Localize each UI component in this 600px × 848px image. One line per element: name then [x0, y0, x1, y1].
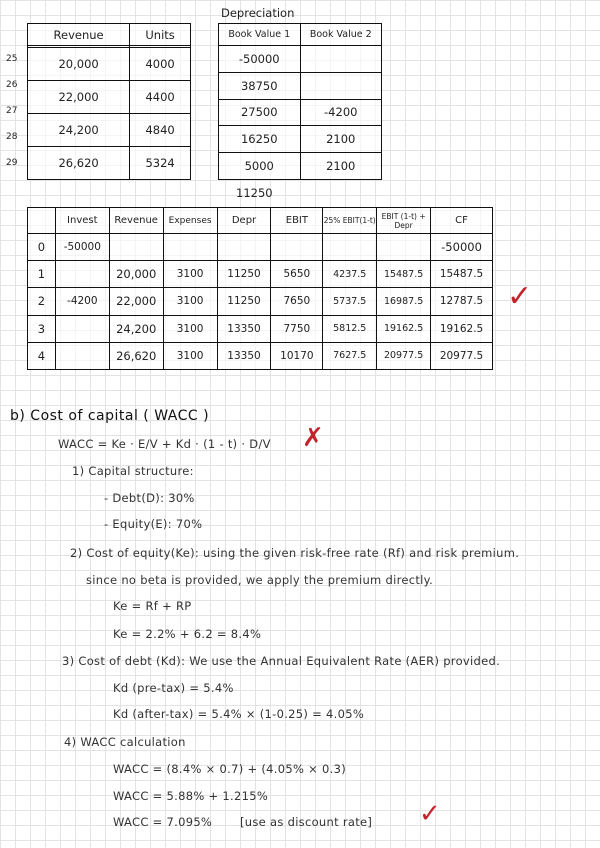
- cell: 22,000: [109, 288, 163, 315]
- cell: 13350: [217, 342, 271, 369]
- cell: 7750: [271, 315, 323, 342]
- step2-line1: 2) Cost of equity(Ke): using the given risk-free rate (Rf) and risk premium.: [70, 546, 520, 560]
- cell-period: 2: [28, 288, 56, 315]
- cell: 3100: [163, 315, 217, 342]
- table-row: [28, 48, 191, 81]
- table-row: [28, 114, 191, 147]
- cell: 11250: [217, 261, 271, 288]
- table-row: [28, 147, 191, 180]
- step3-aftertax: Kd (after-tax) = 5.4% × (1-0.25) = 4.05%: [113, 707, 365, 721]
- cell: 20,000: [109, 261, 163, 288]
- cell-period: 4: [28, 342, 56, 369]
- check-mark-icon: ✓: [419, 799, 441, 829]
- cell: 38750: [219, 72, 301, 99]
- cell-cf: 19162.5: [431, 315, 493, 342]
- cell: 20977.5: [377, 342, 431, 369]
- cell-cf: 20977.5: [431, 342, 493, 369]
- step1-debt: - Debt(D): 30%: [104, 491, 195, 505]
- step4-note: [use as discount rate]: [240, 815, 373, 829]
- cell: 4237.5: [323, 261, 377, 288]
- check-mark-icon: ✓: [507, 279, 533, 314]
- cell: [300, 46, 382, 73]
- cell: 4400: [130, 81, 191, 114]
- step2-formula: Ke = Rf + RP: [113, 599, 192, 613]
- cell: [163, 234, 217, 261]
- cell: [55, 342, 109, 369]
- col-header-revenue: Revenue: [109, 208, 163, 234]
- table-row: [28, 234, 493, 261]
- cell: [55, 261, 109, 288]
- cell: -50000: [55, 234, 109, 261]
- cell: -4200: [55, 288, 109, 315]
- cell: [109, 234, 163, 261]
- cell: 5324: [130, 147, 191, 180]
- table-row: [28, 81, 191, 114]
- table-row: [28, 261, 493, 288]
- col-header-expenses: Expenses: [163, 208, 217, 234]
- cell: 7627.5: [323, 342, 377, 369]
- cell: [300, 72, 382, 99]
- cell: 26,620: [109, 342, 163, 369]
- step4-line2: WACC = 5.88% + 1.215%: [113, 789, 269, 803]
- table-row: [28, 288, 493, 315]
- col-header-depr: Depr: [217, 208, 271, 234]
- table-row: [219, 126, 382, 153]
- cell-cf: 15487.5: [431, 261, 493, 288]
- cell: 20,000: [28, 48, 130, 81]
- cell: 24,200: [109, 315, 163, 342]
- cell-period: 1: [28, 261, 56, 288]
- cell: 3100: [163, 261, 217, 288]
- table-row: [219, 72, 382, 99]
- cell: 15487.5: [377, 261, 431, 288]
- cell: [217, 234, 271, 261]
- cell: [55, 315, 109, 342]
- table-row: [28, 315, 493, 342]
- cell: 2100: [300, 126, 382, 153]
- cell-cf: -50000: [431, 234, 493, 261]
- cell: [377, 234, 431, 261]
- step3-line1: 3) Cost of debt (Kd): We use the Annual Equivalent Rate (AER) provided.: [62, 654, 501, 668]
- cross-mark-icon: ✗: [302, 423, 324, 453]
- col-header-book-value-2: Book Value 2: [300, 24, 382, 46]
- cell: -4200: [300, 99, 382, 126]
- row-label: 26: [6, 80, 18, 90]
- cell: -50000: [219, 46, 301, 73]
- col-header-cf: CF: [431, 208, 493, 234]
- cell: 19162.5: [377, 315, 431, 342]
- row-label: 25: [6, 54, 18, 64]
- step2-line2: since no beta is provided, we apply the premium directly.: [86, 573, 434, 587]
- cell: 16250: [219, 126, 301, 153]
- cell: 27500: [219, 99, 301, 126]
- col-header-period: [28, 208, 56, 234]
- row-label: 28: [6, 132, 18, 142]
- cell: 3100: [163, 288, 217, 315]
- revenue-units-table: [27, 23, 191, 180]
- cell-cf: 12787.5: [431, 288, 493, 315]
- cashflow-table: [27, 207, 493, 370]
- step4-title: 4) WACC calculation: [64, 735, 186, 749]
- cell: 5812.5: [323, 315, 377, 342]
- cell: 7650: [271, 288, 323, 315]
- table-row: [219, 46, 382, 73]
- col-header-ebit-after-tax: 25% EBIT(1-t): [323, 208, 377, 234]
- step4-line3: WACC = 7.095%: [113, 815, 213, 829]
- cell: [271, 234, 323, 261]
- step3-pretax: Kd (pre-tax) = 5.4%: [113, 681, 234, 695]
- col-header-ebit: EBIT: [271, 208, 323, 234]
- step1-title: 1) Capital structure:: [72, 464, 194, 478]
- depreciation-title: Depreciation: [221, 6, 295, 20]
- depreciation-table: [218, 23, 382, 180]
- cell-period: 3: [28, 315, 56, 342]
- depreciation-note: 11250: [236, 186, 273, 200]
- cell: 24,200: [28, 114, 130, 147]
- col-header-invest: Invest: [55, 208, 109, 234]
- col-header-ebit-plus-depr: EBIT (1-t) + Depr: [377, 208, 431, 234]
- table-row: [219, 153, 382, 180]
- cell: 16987.5: [377, 288, 431, 315]
- section-heading: b) Cost of capital ( WACC ): [10, 408, 210, 424]
- step1-equity: - Equity(E): 70%: [104, 517, 203, 531]
- col-header-book-value-1: Book Value 1: [219, 24, 301, 46]
- col-header-units: Units: [130, 24, 191, 46]
- cell: 4000: [130, 48, 191, 81]
- wacc-formula: WACC = Ke · E/V + Kd · (1 - t) · D/V: [58, 437, 271, 451]
- cell: 2100: [300, 153, 382, 180]
- table-row: [28, 342, 493, 369]
- cell: 13350: [217, 315, 271, 342]
- row-label: 27: [6, 106, 18, 116]
- cell: 26,620: [28, 147, 130, 180]
- cell: 5737.5: [323, 288, 377, 315]
- cell: 10170: [271, 342, 323, 369]
- cell-period: 0: [28, 234, 56, 261]
- cell: 5650: [271, 261, 323, 288]
- step2-calc: Ke = 2.2% + 6.2 = 8.4%: [113, 627, 262, 641]
- cell: 3100: [163, 342, 217, 369]
- cell: 22,000: [28, 81, 130, 114]
- cell: 4840: [130, 114, 191, 147]
- cell: 11250: [217, 288, 271, 315]
- col-header-revenue: Revenue: [28, 24, 130, 46]
- step4-line1: WACC = (8.4% × 0.7) + (4.05% × 0.3): [113, 762, 347, 776]
- table-row: [219, 99, 382, 126]
- cell: 5000: [219, 153, 301, 180]
- row-label: 29: [6, 158, 18, 168]
- cell: [323, 234, 377, 261]
